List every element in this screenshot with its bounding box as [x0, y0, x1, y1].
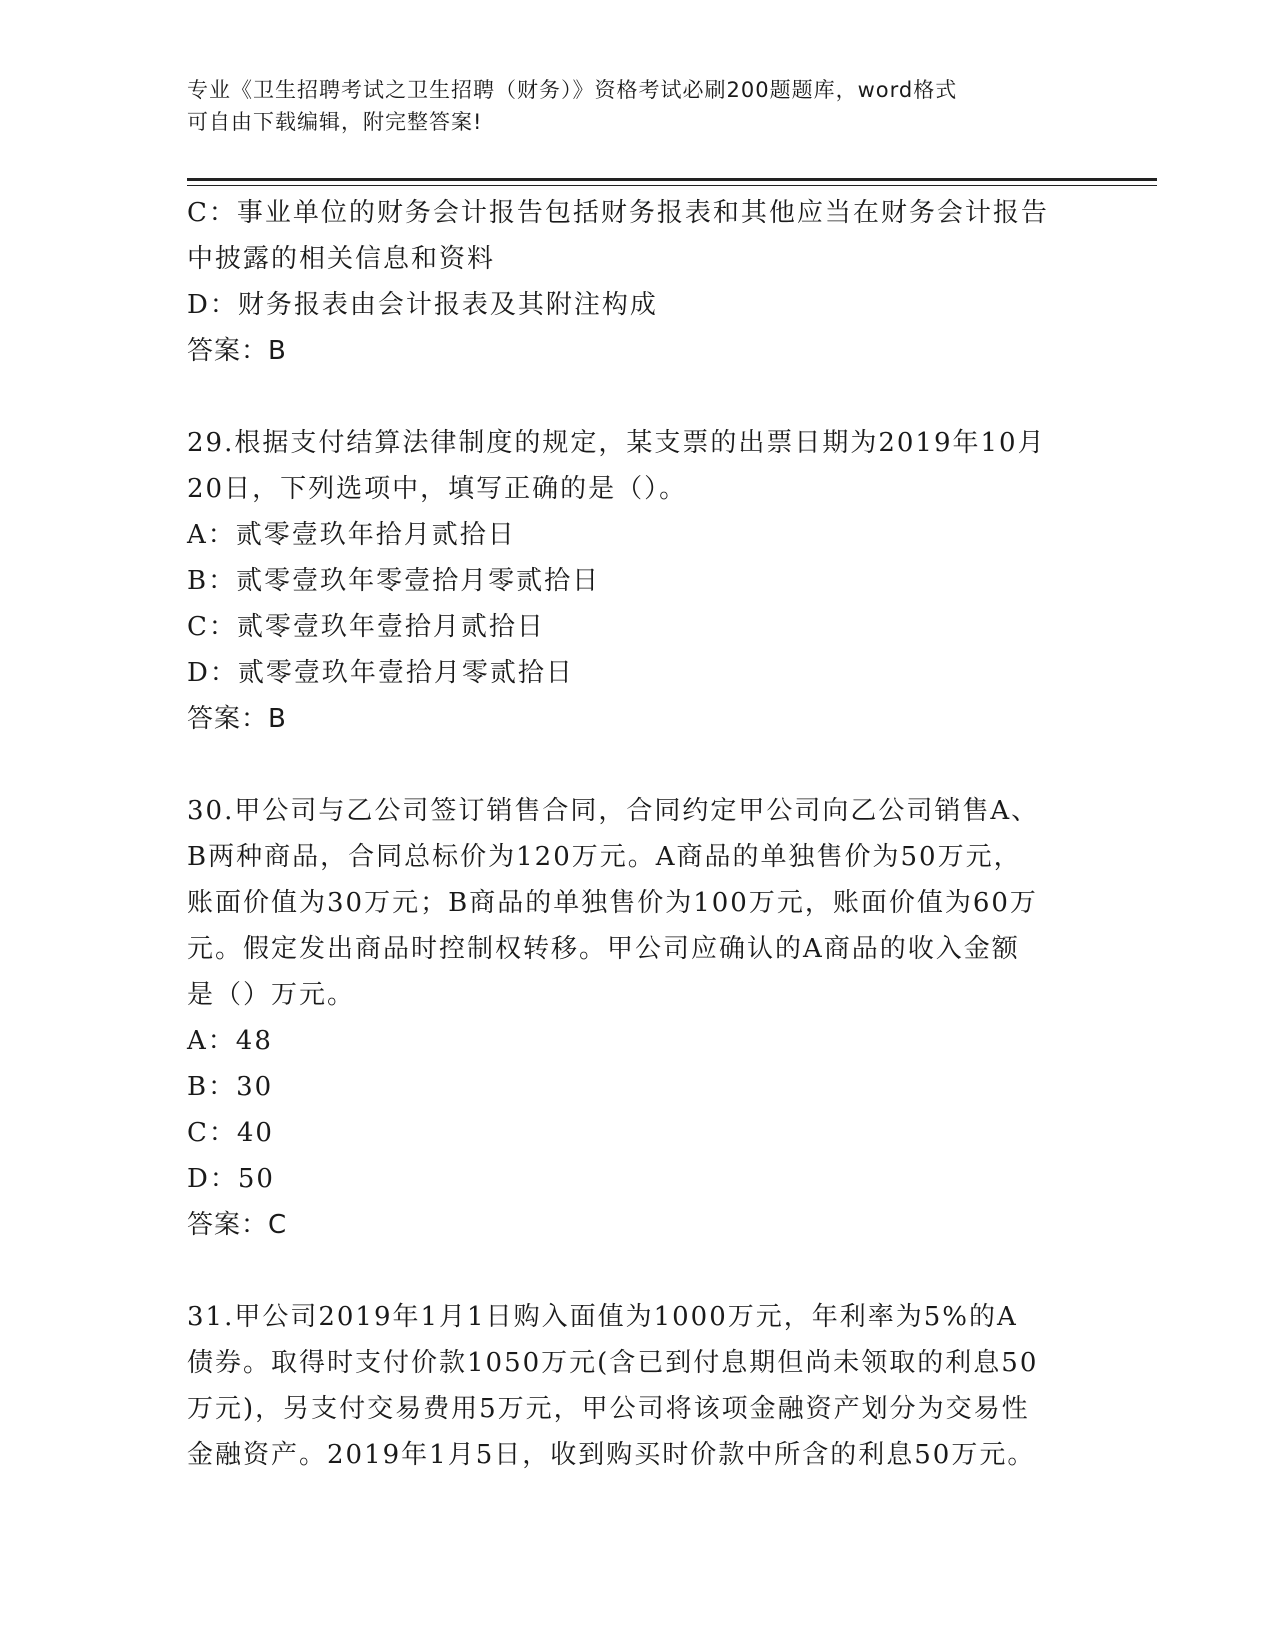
- option-a: A：48: [187, 1026, 273, 1056]
- question-stem-line-4: 元。假定发出商品时控制权转移。甲公司应确认的A商品的收入金额: [187, 934, 1020, 964]
- previous-question-continuation: [187, 190, 1087, 374]
- option-a: A：贰零壹玖年拾月贰拾日: [187, 520, 516, 550]
- option-b: B：30: [187, 1072, 274, 1102]
- spacer: [187, 374, 1087, 420]
- option-c-line-2: 中披露的相关信息和资料: [187, 244, 496, 274]
- question-stem-line-2: 债券。取得时支付价款1050万元(含已到付息期但尚未领取的利息50: [187, 1348, 1039, 1378]
- spacer: [187, 742, 1087, 788]
- answer: 答案：C: [187, 1210, 288, 1240]
- question-stem-line-1: 29.根据支付结算法律制度的规定，某支票的出票日期为2019年10月: [187, 428, 1046, 458]
- question-stem-line-5: 是（）万元。: [187, 980, 356, 1010]
- question-stem-line-2: 20日，下列选项中，填写正确的是（）。: [187, 474, 688, 504]
- answer: 答案：B: [187, 704, 287, 734]
- question-stem-line-2: B两种商品，合同总标价为120万元。A商品的单独售价为50万元，: [187, 842, 1022, 872]
- option-d: D：贰零壹玖年壹拾月零贰拾日: [187, 658, 574, 688]
- question-stem-line-1: 31.甲公司2019年1月1日购入面值为1000万元，年利率为5%的A: [187, 1302, 1018, 1332]
- spacer: [187, 1248, 1087, 1294]
- header-title-line-1: 专业《卫生招聘考试之卫生招聘（财务）》资格考试必刷200题题库，word格式: [187, 78, 958, 102]
- option-b: B：贰零壹玖年零壹拾月零贰拾日: [187, 566, 601, 596]
- option-c: C：40: [187, 1118, 274, 1148]
- answer: 答案：B: [187, 336, 287, 366]
- header-title-line-2: 可自由下载编辑，附完整答案!: [187, 110, 483, 134]
- option-d: D：财务报表由会计报表及其附注构成: [187, 290, 658, 320]
- option-c: C：贰零壹玖年壹拾月贰拾日: [187, 612, 545, 642]
- question-stem-line-4: 金融资产。2019年1月5日，收到购买时价款中所含的利息50万元。: [187, 1440, 1036, 1470]
- document-header: [187, 74, 1067, 138]
- header-divider-thin: [187, 185, 1157, 186]
- question-stem-line-3: 万元)，另支付交易费用5万元，甲公司将该项金融资产划分为交易性: [187, 1394, 1030, 1424]
- option-c-line-1: C：事业单位的财务会计报告包括财务报表和其他应当在财务会计报告: [187, 198, 1049, 228]
- question-30: [187, 788, 1087, 1248]
- question-31: [187, 1294, 1087, 1478]
- question-content: [187, 190, 1087, 1478]
- question-29: [187, 420, 1087, 742]
- header-divider-thick: [187, 178, 1157, 181]
- question-stem-line-3: 账面价值为30万元；B商品的单独售价为100万元，账面价值为60万: [187, 888, 1038, 918]
- option-d: D：50: [187, 1164, 275, 1194]
- question-stem-line-1: 30.甲公司与乙公司签订销售合同，合同约定甲公司向乙公司销售A、: [187, 796, 1040, 826]
